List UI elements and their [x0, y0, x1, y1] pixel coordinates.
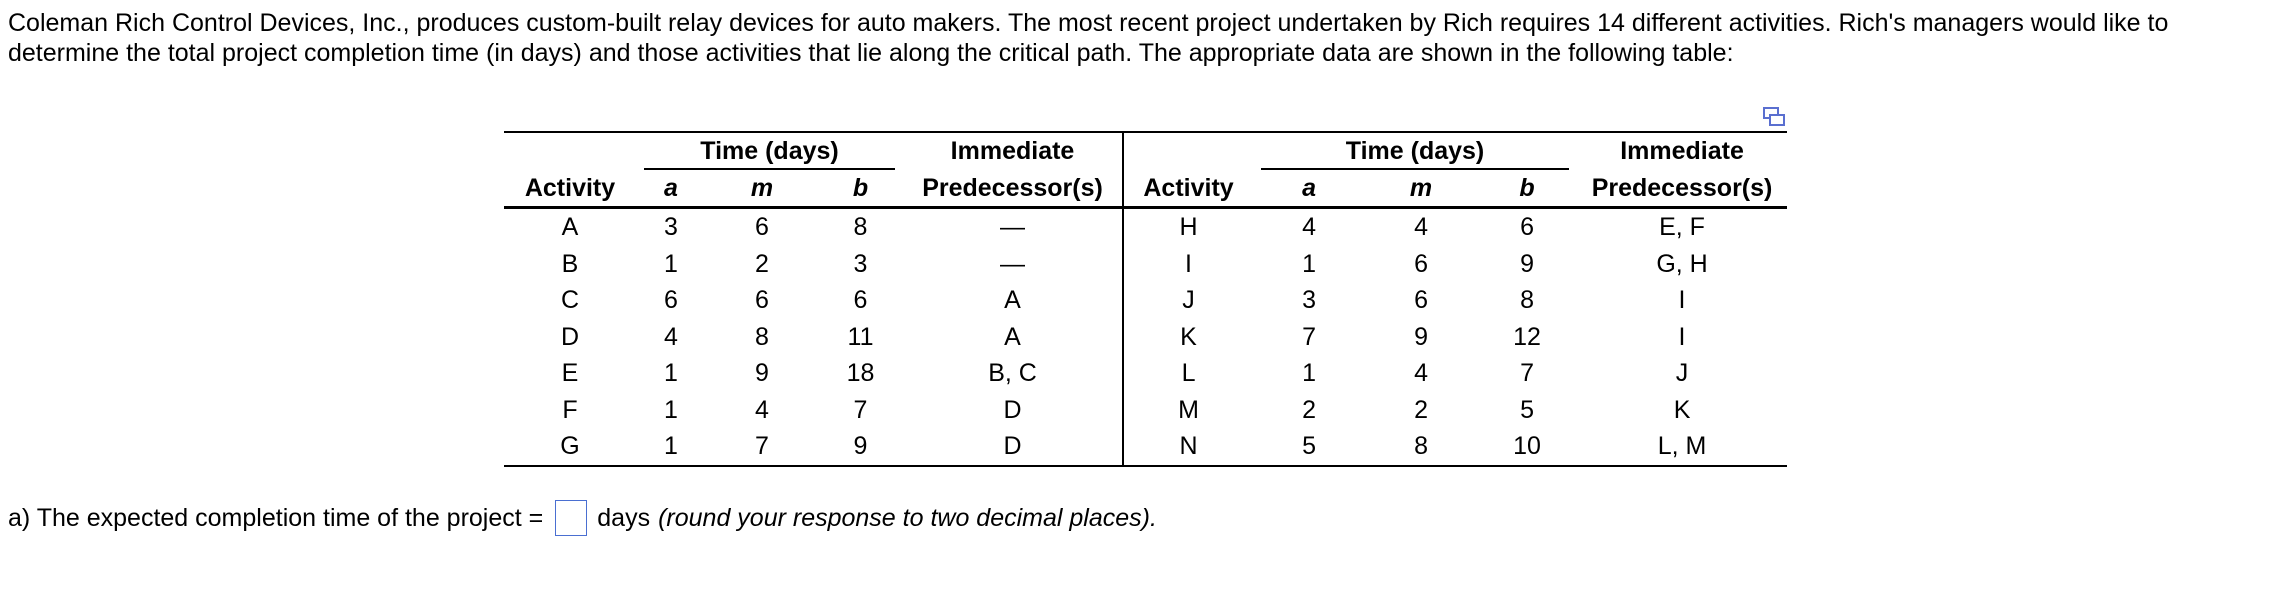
activity-cell: E: [561, 359, 579, 388]
b-cell: 18: [846, 359, 875, 388]
time-group-header-left: Time (days): [636, 132, 903, 170]
completion-time-answer-input[interactable]: [555, 500, 587, 536]
a-cell: 1: [1302, 359, 1316, 388]
predecessor-cell: L, M: [1577, 428, 1787, 466]
m-header-right: m: [1365, 170, 1477, 208]
activity-cell: I: [1185, 249, 1192, 278]
immediate-header-right: Immediate: [1577, 132, 1787, 170]
predecessor-cell: B, C: [903, 355, 1123, 392]
b-cell: 3: [853, 249, 868, 278]
activity-cell: L: [1181, 359, 1196, 388]
activity-cell: K: [1180, 322, 1197, 351]
a-cell: 1: [664, 249, 678, 278]
predecessor-cell: K: [1673, 395, 1691, 424]
a-cell: 6: [664, 286, 678, 315]
activity-header-right: Activity: [1123, 170, 1253, 208]
activity-cell: B: [561, 249, 579, 278]
m-cell: 8: [1365, 428, 1477, 466]
table-row: [504, 355, 1787, 392]
m-cell: 9: [755, 359, 769, 388]
predecessor-cell: D: [903, 392, 1123, 429]
m-cell: 2: [1414, 395, 1428, 424]
m-cell: 4: [1414, 359, 1428, 388]
predecessor-cell: E, F: [1659, 213, 1705, 242]
m-cell: 9: [1414, 322, 1428, 351]
predecessors-header-right: Predecessor(s): [1577, 170, 1787, 208]
activity-cell: D: [560, 322, 580, 351]
m-cell: 6: [1414, 249, 1428, 278]
b-cell: 8: [1520, 286, 1534, 315]
m-cell: 6: [755, 213, 769, 242]
question-a: [8, 500, 1157, 536]
b-cell: 5: [1520, 395, 1534, 424]
predecessor-cell: I: [1678, 322, 1686, 351]
b-cell: 11: [847, 322, 874, 351]
predecessor-cell: J: [1675, 359, 1689, 388]
header-row-2: [504, 170, 1787, 208]
b-cell: 7: [1520, 359, 1534, 388]
a-cell: 1: [1302, 249, 1316, 278]
activity-table: [504, 131, 1787, 467]
a-cell: 7: [1302, 322, 1316, 351]
activity-cell: H: [1179, 213, 1198, 242]
table-row: [504, 246, 1787, 283]
activity-cell: A: [561, 213, 579, 242]
table-row: [504, 428, 1787, 466]
predecessor-cell: G, H: [1656, 249, 1708, 278]
copy-table-icon[interactable]: [1762, 106, 1786, 128]
activity-header-left: Activity: [504, 170, 636, 208]
a-header-left: a: [636, 170, 706, 208]
b-cell: 7: [853, 395, 868, 424]
m-cell: 8: [755, 322, 769, 351]
a-cell: 4: [1302, 213, 1316, 242]
b-cell: 10: [1477, 428, 1577, 466]
m-cell: 6: [1414, 286, 1428, 315]
m-header-left: m: [706, 170, 818, 208]
m-cell: 4: [755, 395, 769, 424]
b-cell: 6: [853, 286, 868, 315]
table-row: [504, 282, 1787, 319]
predecessor-cell: I: [1678, 286, 1686, 315]
table-row: [504, 392, 1787, 429]
activity-cell: J: [1182, 286, 1195, 315]
a-cell: 3: [664, 213, 678, 242]
immediate-header-left: Immediate: [903, 132, 1123, 170]
problem-statement: Coleman Rich Control Devices, Inc., produces custom-built relay devices for auto makers. The most recent project undertaken by Rich requires 14 different activities. Rich's managers would like to determine the total project completion time (in days) and those activities that lie along the critical path. The appropriate data are shown in the following table:: [8, 9, 2169, 67]
predecessor-cell: A: [903, 282, 1123, 319]
m-cell: 4: [1414, 213, 1428, 242]
time-group-header-right: Time (days): [1253, 132, 1577, 170]
a-cell: 1: [636, 428, 706, 466]
b-header-right: b: [1477, 170, 1577, 208]
question-prefix: a) The expected completion time of the project =: [8, 504, 544, 532]
predecessor-cell: —: [903, 246, 1123, 283]
b-cell: 9: [1520, 249, 1534, 278]
table-row: [504, 208, 1787, 246]
table-row: [504, 319, 1787, 356]
b-cell: 9: [818, 428, 903, 466]
a-cell: 1: [664, 359, 678, 388]
activity-cell: F: [562, 395, 578, 424]
m-cell: 2: [755, 249, 769, 278]
activity-cell: M: [1178, 395, 1199, 424]
activity-cell: G: [504, 428, 636, 466]
a-cell: 1: [664, 395, 678, 424]
a-cell: 5: [1253, 428, 1365, 466]
a-cell: 4: [664, 322, 678, 351]
b-header-left: b: [818, 170, 903, 208]
b-cell: 12: [1513, 322, 1541, 351]
predecessors-header-left: Predecessor(s): [903, 170, 1123, 208]
m-cell: 7: [706, 428, 818, 466]
a-header-right: a: [1253, 170, 1365, 208]
a-cell: 3: [1302, 286, 1316, 315]
activity-cell: C: [560, 286, 580, 315]
rounding-hint: (round your response to two decimal places).: [658, 504, 1157, 532]
activity-cell: N: [1123, 428, 1253, 466]
a-cell: 2: [1302, 395, 1316, 424]
b-cell: 8: [853, 213, 868, 242]
b-cell: 6: [1520, 213, 1534, 242]
predecessor-cell: —: [903, 208, 1123, 246]
predecessor-cell: A: [903, 319, 1123, 356]
m-cell: 6: [755, 286, 769, 315]
header-row-1: [504, 132, 1787, 170]
unit-label: days: [597, 504, 651, 532]
predecessor-cell: D: [903, 428, 1123, 466]
